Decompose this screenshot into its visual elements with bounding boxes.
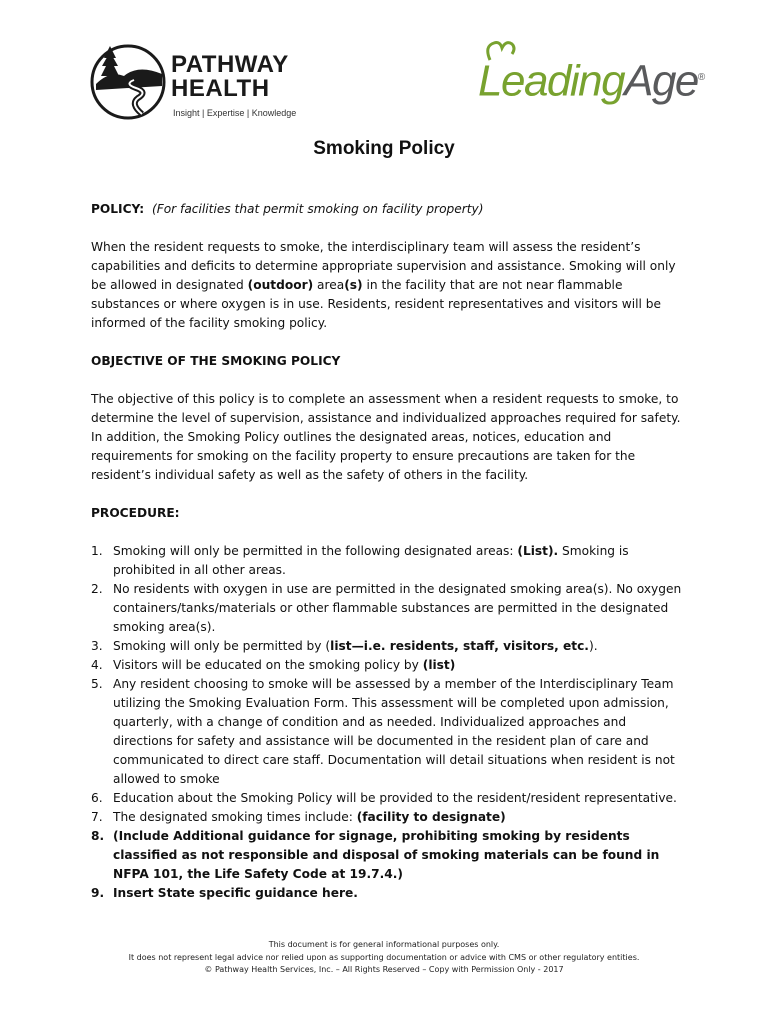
leadingage-word-leading: Leading [478,56,625,106]
page-footer [0,939,768,977]
pathway-emblem-icon [90,44,168,122]
item-number: 8. [91,829,105,843]
brand-line-health: HEALTH [171,75,270,102]
pathway-tagline: Insight | Expertise | Knowledge [173,108,297,118]
procedure-item [91,827,687,884]
footer-disclaimer-1: This document is for general informational purposes only. [268,940,500,949]
procedure-item [91,884,687,903]
item-bold-text: Insert State specific guidance here. [113,886,358,900]
procedure-item [91,656,687,675]
item-bold-text: (List). [517,544,559,558]
item-bold-text: (list) [422,658,456,672]
item-text: Smoking will only be permitted in the following designated areas: [113,544,518,558]
policy-label: POLICY: [91,202,145,216]
procedure-item [91,675,687,789]
intro-text-3: in the facility that are not near flammable substances or where oxygen is in use. Residents, resident representatives and visitors will be informed of the facility smoking policy. [91,278,662,330]
item-bold-text: (Include Additional guidance for signage, prohibiting smoking by residents classified as not responsible and disposal of smoking materials can be found in NFPA 101, the Life Safety Code at 19.7.4.) [113,829,660,881]
item-text: Any resident choosing to smoke will be assessed by a member of the Interdisciplinary Team utilizing the Smoking Evaluation Form. This assessment will be completed upon admission, quarterly, with a change of condition and as needed. Individualized approaches and directions for safety and assistance will be documented in the resident plan of care and communicated to direct care staff. Documentation will detail situations when resident is not allowed to smoke [113,677,675,786]
footer-disclaimer-2: It does not represent legal advice nor relied upon as supporting documentation or advice with CMS or other regulatory entities. [128,952,640,962]
brand-line-pathway: PATHWAY [171,51,289,78]
item-text: No residents with oxygen in use are permitted in the designated smoking area(s). No oxygen containers/tanks/materials or other flammable substances are permitted in the designated smoking area(s). [113,582,682,634]
page-title: Smoking Policy [313,138,455,159]
objective-paragraph: The objective of this policy is to complete an assessment when a resident requests to smoke, to determine the level of supervision, assistance and individualized approaches required for safety. In addition, the Smoking Policy outlines the designated areas, notices, education and requirements for smoking on the facility property to ensure precautions are taken for the resident’s individual safety as well as the safety of others in the facility. [91,392,681,482]
intro-text-2: area [313,278,345,292]
procedure-item [91,789,687,808]
item-text: The designated smoking times include: [113,810,357,824]
intro-paragraph [91,238,687,333]
policy-note: (For facilities that permit smoking on facility property) [151,202,484,216]
policy-body [91,200,687,903]
footer-copyright: © Pathway Health Services, Inc. – All Rights Reserved – Copy with Permission Only - 2017 [204,965,564,974]
item-number: 6. [91,791,103,805]
pathway-brand-name [171,53,289,101]
intro-text-1: When the resident requests to smoke, the interdisciplinary team will assess the resident’s capabilities and deficits to determine appropriate supervision and assistance. Smoking will only be allowed in designated [91,240,676,292]
objective-heading: OBJECTIVE OF THE SMOKING POLICY [91,354,341,368]
procedure-item [91,580,687,637]
policy-line [91,200,687,219]
item-number: 9. [91,886,105,900]
item-number: 1. [91,544,103,558]
item-text-after: ). [588,639,598,653]
pathway-health-logo [90,44,310,124]
item-text-after: Smoking is prohibited in all other areas. [113,544,629,577]
item-text: Visitors will be educated on the smoking policy by [113,658,423,672]
procedure-item [91,637,687,656]
item-number: 3. [91,639,103,653]
item-number: 5. [91,677,103,691]
procedure-heading: PROCEDURE: [91,506,180,520]
item-bold-text: (facility to designate) [356,810,506,824]
item-bold-text: list—i.e. residents, staff, visitors, etc. [330,639,589,653]
item-number: 4. [91,658,103,672]
intro-bold-outdoor: (outdoor) [247,278,314,292]
registered-mark: ® [697,72,706,83]
item-text: Smoking will only be permitted by ( [113,639,331,653]
item-text: Education about the Smoking Policy will be provided to the resident/resident representative. [113,791,677,805]
leadingage-word-age: Age [624,56,698,106]
item-number: 7. [91,810,103,824]
procedure-item [91,542,687,580]
intro-bold-s: (s) [344,278,363,292]
procedure-item [91,808,687,827]
leadingage-logo [478,40,706,112]
item-number: 2. [91,582,103,596]
procedure-list [91,542,687,903]
leadingage-wordmark [478,52,705,108]
